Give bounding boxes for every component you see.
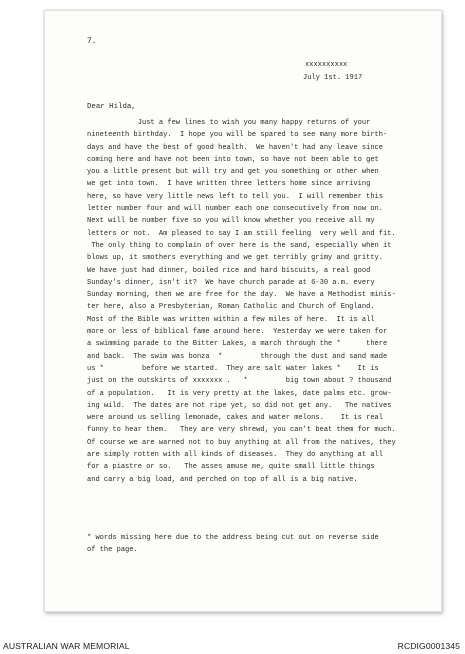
document-id: RCDIG0001345 bbox=[397, 641, 460, 651]
letter-date: July 1st. 1917 bbox=[303, 74, 363, 82]
body-line: nineteenth birthday. I hope you will be spared to see many more birth- bbox=[87, 131, 388, 140]
body-line: are simply rotten with all kinds of diseases. They do anything at all bbox=[87, 451, 384, 460]
salutation: Dear Hilda, bbox=[87, 103, 136, 111]
body-line: Sunday morning, then we are free for the day. We have a Methodist minis- bbox=[87, 291, 396, 300]
archive-credit: AUSTRALIAN WAR MEMORIAL bbox=[3, 641, 130, 651]
body-line: letters or not. Am pleased to say I am still feeling very well and fit. bbox=[87, 229, 396, 238]
body-line: Most of the Bible was written within a few miles of here. It is all bbox=[87, 315, 375, 324]
body-line: and back. The swim was bonza * through the dust and sand made bbox=[87, 352, 388, 361]
body-line: The only thing to complain of over here is the sand, especially when it bbox=[87, 241, 392, 250]
footnote-line: of the page. bbox=[87, 546, 138, 555]
body-line: Of course we are warned not to buy anything at all from the natives, they bbox=[87, 438, 396, 447]
body-line: Sunday's dinner, isn't it? We have church parade at 6-30 a.m. every bbox=[87, 278, 375, 287]
letter-body bbox=[87, 117, 396, 486]
body-line: funny to hear them. They are very shrewd, you can't beat them for much. bbox=[87, 426, 396, 435]
body-line: a swimming parade to the Bitter Lakes, a march through the * there bbox=[87, 340, 388, 349]
body-line: and carry a big load, and perched on top of all is a big native. bbox=[87, 475, 358, 484]
body-line: ter here, also a Presbyterian, Roman Catholic and Church of England. bbox=[87, 303, 375, 312]
page-number: 7. bbox=[87, 37, 97, 46]
body-line: here, so have very little news left to tell you. I will remember this bbox=[87, 192, 384, 201]
body-line: you a little present but will try and get you something or other when bbox=[87, 168, 379, 177]
body-line: us * before we started. They are salt water lakes * It is bbox=[87, 364, 379, 373]
body-line: We have just had dinner, boiled rice and hard biscuits, a real good bbox=[87, 266, 371, 275]
body-line: Next will be number five so you will know whether you receive all my bbox=[87, 217, 375, 226]
body-line: blows up, it smothers everything and we get terribly grimy and gritty. bbox=[87, 254, 384, 263]
body-line: for a piastre or so. The asses amuse me, quite small little things bbox=[87, 463, 375, 472]
body-line: more or less of biblical fame around here. Yesterday we were taken for bbox=[87, 328, 388, 337]
body-line: we get into town. I have written three letters home since arriving bbox=[87, 180, 371, 189]
footnote bbox=[87, 532, 379, 557]
body-line: of a population. It is very pretty at the lakes, date palms etc. grow- bbox=[87, 389, 392, 398]
footnote-line: * words missing here due to the address being cut out on reverse side bbox=[87, 534, 379, 542]
body-line: Just a few lines to wish you many happy returns of your bbox=[87, 119, 371, 127]
body-line: coming here and have not been into town, so have not been able to get bbox=[87, 155, 379, 164]
body-line: were around us selling lemonade, cakes and water melons. It is real bbox=[87, 414, 384, 423]
body-line: days and have the best of good health. We haven't had any leave since bbox=[87, 143, 384, 152]
body-line: just on the outskirts of xxxxxxx . * big town about ? thousand bbox=[87, 377, 392, 386]
letter-page bbox=[44, 10, 442, 612]
body-line: ing wild. The dates are not ripe yet, so did not get any. The natives bbox=[87, 401, 392, 410]
crossed-out-text: xxxxxxxxxx bbox=[305, 61, 348, 69]
body-line: letter number four and will number each one consecutively from now on. bbox=[87, 205, 384, 214]
